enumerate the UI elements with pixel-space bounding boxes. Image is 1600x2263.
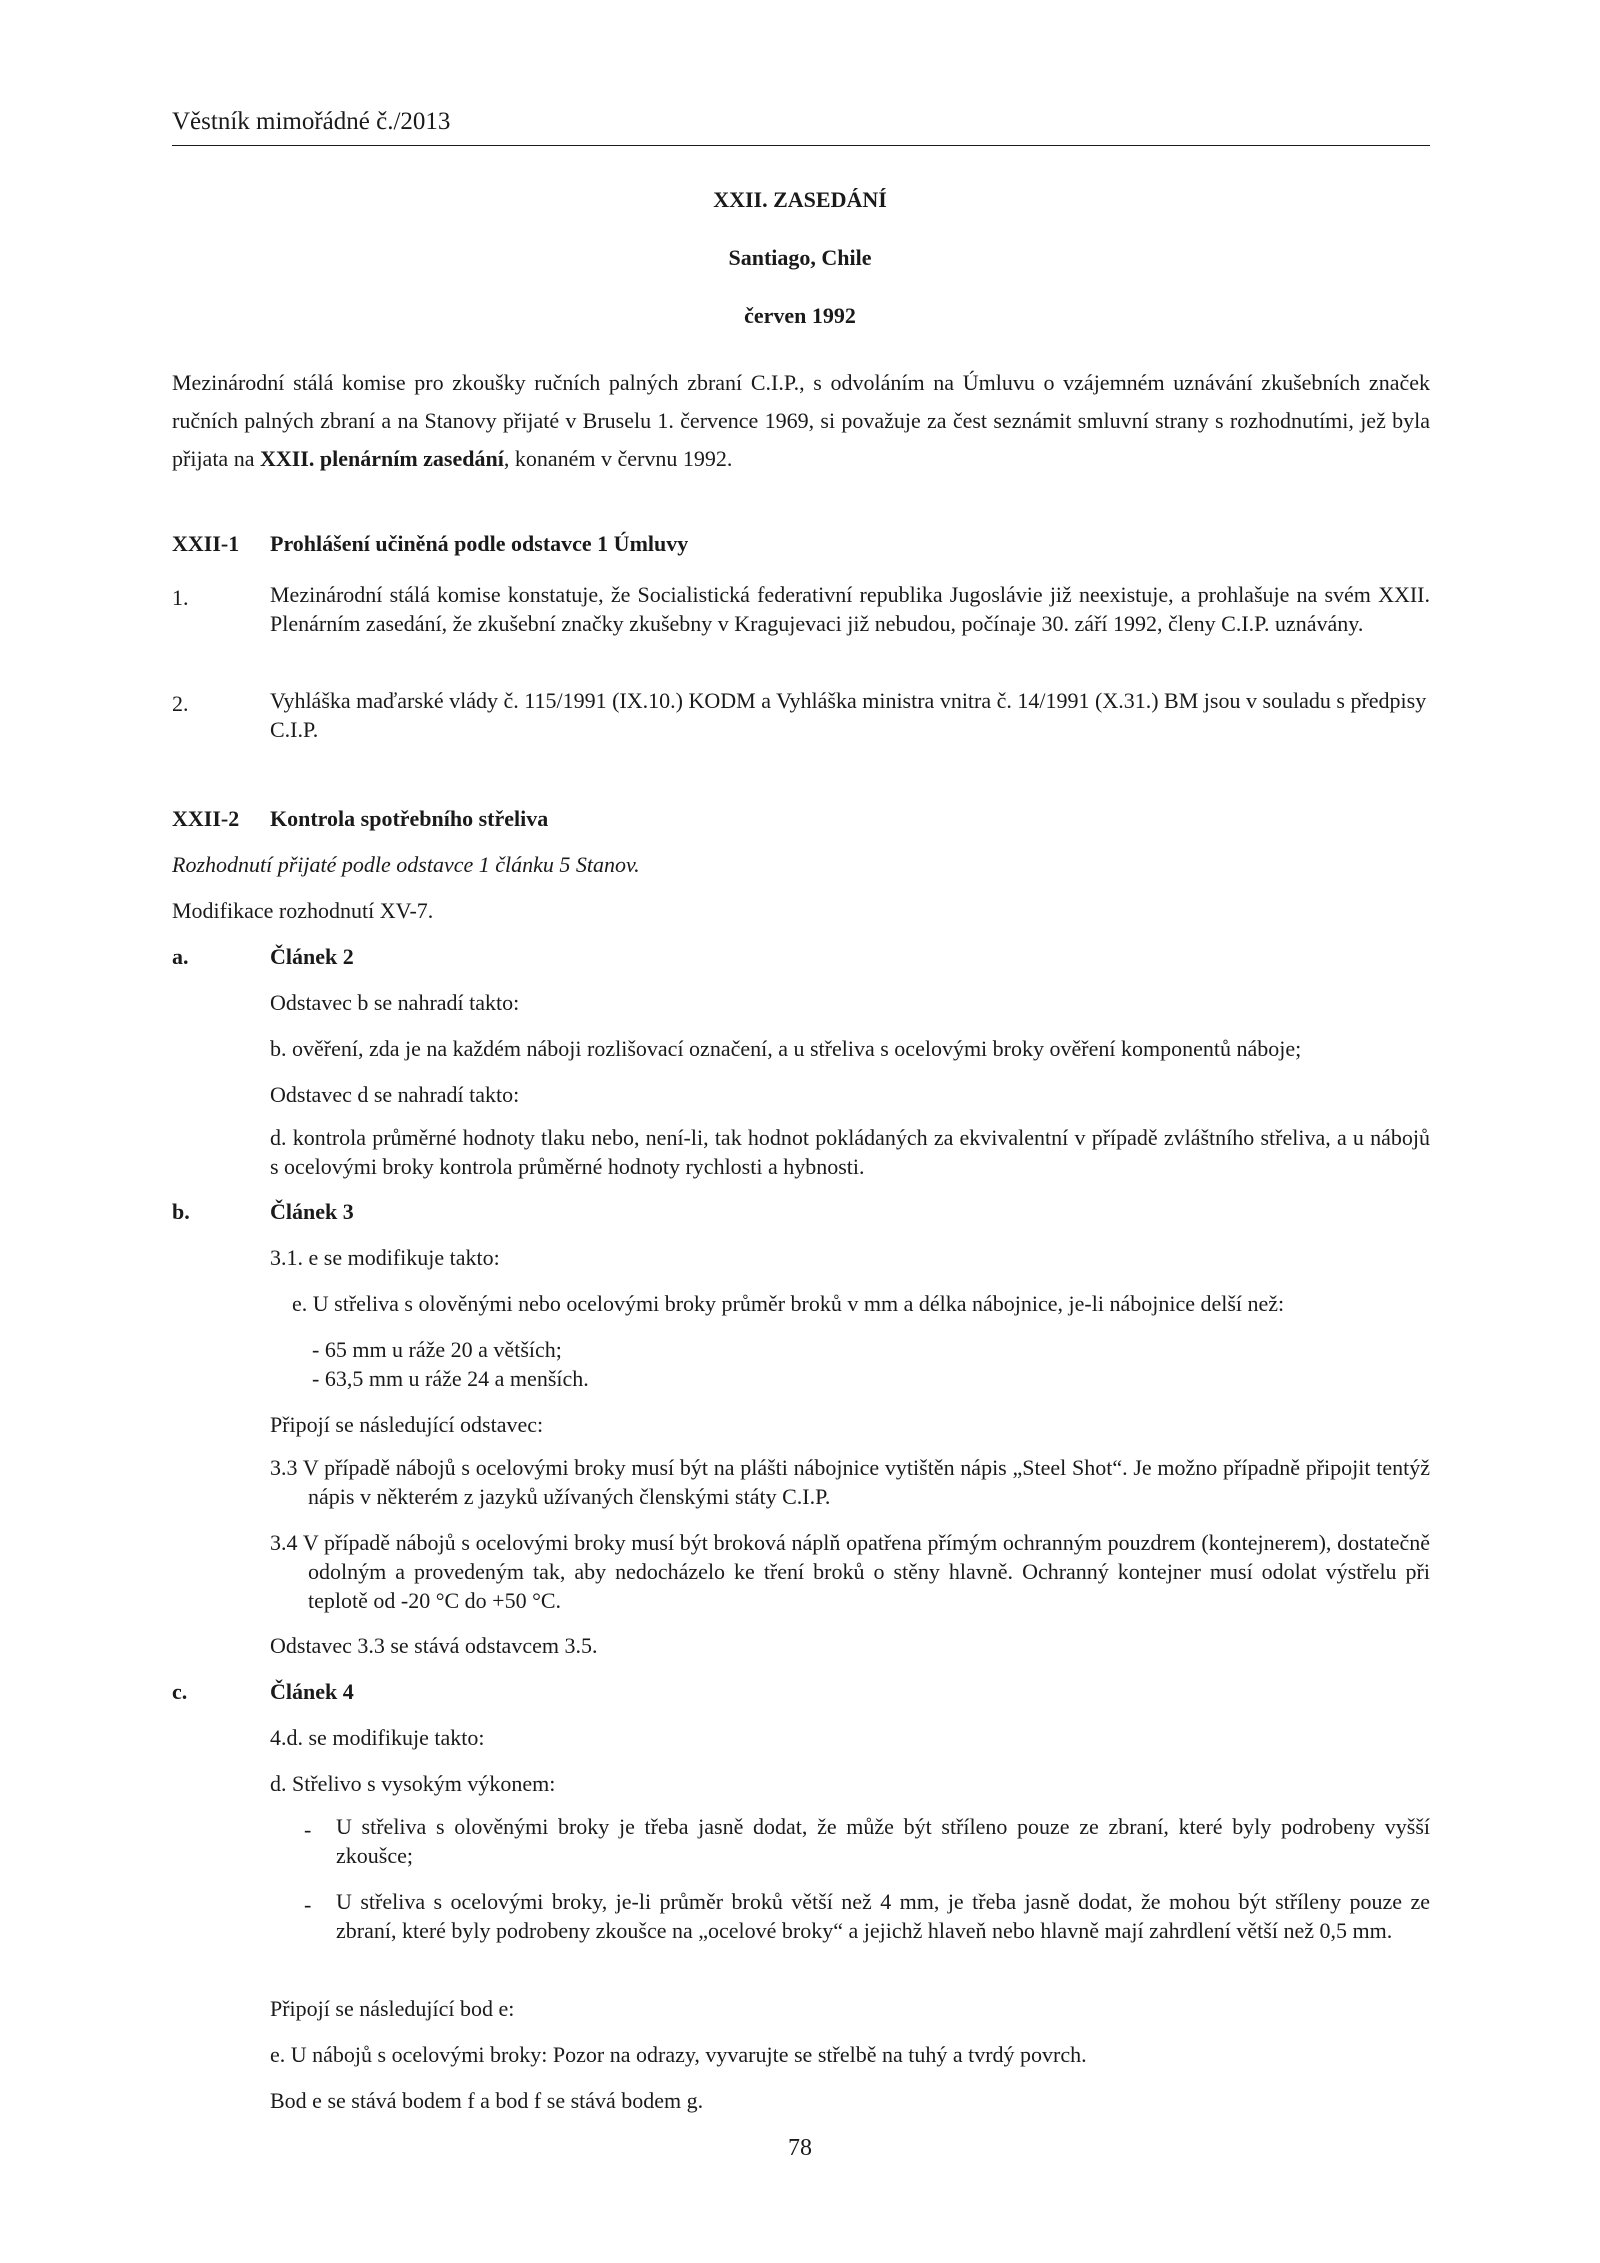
point-a-line-1: Odstavec b se nahradí takto: <box>270 990 520 1015</box>
section-1-title: Prohlášení učiněná podle odstavce 1 Úmluvy <box>270 531 689 556</box>
section-2-modification: Modifikace rozhodnutí XV-7. <box>172 898 434 923</box>
point-a-line-4: d. kontrola průměrné hodnoty tlaku nebo, není-li, tak hodnot pokládaných za ekvivalentní v případě zvláštního střeliva, a u nábojů s ocelovými broky kontrola průměrné hodnoty rychlosti a hybnosti. <box>270 1125 1430 1179</box>
paragraph-3-4: 3.4 V případě nábojů s ocelovými broky musí být broková náplň opatřena přímým ochranným pouzdrem (kontejnerem), dostatečně odolným a provedeným tak, aby nedocházelo ke tření broků o stěny hlavně. Ochranný kontejner musí odolat výstřelu při teplotě od -20 °C do +50 °C. <box>270 1530 1430 1613</box>
section-2-subtitle: Rozhodnutí přijaté podle odstavce 1 článku 5 Stanov. <box>172 852 640 877</box>
point-c-line-1: 4.d. se modifikuje takto: <box>270 1725 485 1750</box>
point-b-letter: b. <box>172 1199 190 1224</box>
section-2-number: XXII-2 <box>172 806 240 831</box>
session-place: Santiago, Chile <box>728 245 872 270</box>
point-c-line-5: Bod e se stává bodem f a bod f se stává bodem g. <box>270 2088 704 2113</box>
point-b-line-1: 3.1. e se modifikuje takto: <box>270 1245 500 1270</box>
point-c-line-4: e. U nábojů s ocelovými broky: Pozor na odrazy, vyvarujte se střelbě na tuhý a tvrdý povrch. <box>270 2042 1087 2067</box>
point-c-bullet-2: U střeliva s ocelovými broky, je-li průměr broků větší než 4 mm, je třeba jasně dodat, že mohou být stříleny pouze ze zbraní, které byly podrobeny zkoušce na „ocelové broky“ a jejichž hlaveň nebo hlavně mají zahrdlení větší než 0,5 mm. <box>336 1889 1430 1943</box>
item-1-number: 1. <box>172 585 189 610</box>
item-2-text: Vyhláška maďarské vlády č. 115/1991 (IX.10.) KODM a Vyhláška ministra vnitra č. 14/1991 (X.31.) BM jsou v souladu s předpisy C.I.P. <box>270 688 1427 742</box>
point-c-line-3: Připojí se následující bod e: <box>270 1996 515 2021</box>
point-a-line-3: Odstavec d se nahradí takto: <box>270 1082 520 1107</box>
item-2-number: 2. <box>172 691 189 716</box>
point-b-bullet-2: - 63,5 mm u ráže 24 a menších. <box>312 1366 589 1391</box>
page-number: 78 <box>788 2135 812 2161</box>
intro-text-2: , konaném v červnu 1992. <box>503 446 733 471</box>
point-a-letter: a. <box>172 944 189 969</box>
item-1-text: Mezinárodní stálá komise konstatuje, že Socialistická federativní republika Jugoslávie již neexistuje, a prohlašuje na svém XXII. Plenárním zasedání, že zkušební značky zkušebny v Kragujevaci již nebudou, počínaje 30. září 1992, členy C.I.P. uznávány. <box>270 582 1430 636</box>
session-title: XXII. ZASEDÁNÍ <box>713 187 887 212</box>
section-2-title: Kontrola spotřebního střeliva <box>270 806 549 831</box>
point-b-heading: Článek 3 <box>270 1199 354 1224</box>
point-c-dash-2: - <box>304 1892 312 1917</box>
section-1-number: XXII-1 <box>172 531 240 556</box>
paragraph-3-3: 3.3 V případě nábojů s ocelovými broky musí být na plášti nábojnice vytištěn nápis „Steel Shot“. Je možno případně připojit tentýž nápis v některém z jazyků užívaných členskými státy C.I.P. <box>270 1455 1430 1509</box>
point-c-line-2: d. Střelivo s vysokým výkonem: <box>270 1771 556 1796</box>
running-header: Věstník mimořádné č./2013 <box>172 108 451 135</box>
intro-text-1: Mezinárodní stálá komise pro zkoušky ručních palných zbraní C.I.P., s odvoláním na Úmluvu o vzájemném uznávání zkušebních značek ručních palných zbraní a na Stanovy přijaté v Bruselu 1. července 1969, si považuje za čest seznámit smluvní strany s rozhodnutími, jež byla přijata na <box>172 370 1430 471</box>
intro-bold: XXII. plenárním zasedání <box>259 446 504 471</box>
session-date: červen 1992 <box>744 303 856 328</box>
point-b-bullet-1: - 65 mm u ráže 20 a větších; <box>312 1337 562 1362</box>
point-b-line-4: Odstavec 3.3 se stává odstavcem 3.5. <box>270 1633 598 1658</box>
point-b-line-3: Připojí se následující odstavec: <box>270 1412 544 1437</box>
point-c-heading: Článek 4 <box>270 1679 354 1704</box>
point-b-line-2: e. U střeliva s olověnými nebo ocelovými broky průměr broků v mm a délka nábojnice, je-li nábojnice delší než: <box>292 1291 1285 1316</box>
point-a-line-2: b. ověření, zda je na každém náboji rozlišovací označení, a u střeliva s ocelovými broky ověření komponentů náboje; <box>270 1036 1302 1061</box>
intro-paragraph <box>172 364 1430 478</box>
point-c-dash-1: - <box>304 1817 312 1842</box>
point-a-heading: Článek 2 <box>270 944 354 969</box>
point-c-bullet-1: U střeliva s olověnými broky je třeba jasně dodat, že může být stříleno pouze ze zbraní, které byly podrobeny vyšší zkoušce; <box>336 1814 1430 1868</box>
header-rule <box>172 145 1430 146</box>
point-c-letter: c. <box>172 1679 188 1704</box>
